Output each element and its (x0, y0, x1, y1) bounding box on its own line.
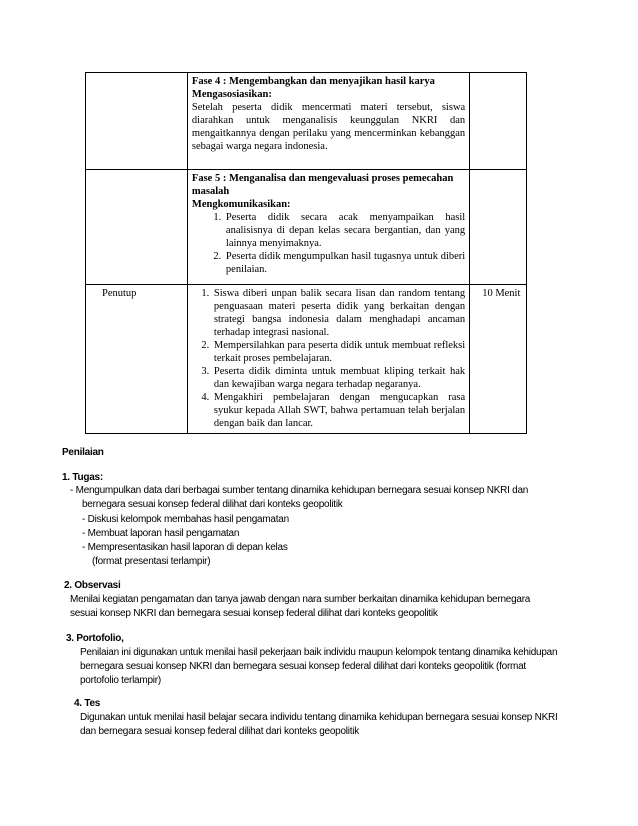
closing-label: Penutup (86, 285, 188, 434)
lesson-table (85, 72, 527, 434)
tes-line: dan bernegara sesuai konsep federal dilihat dari konteks geopolitik (80, 726, 359, 737)
list-item: 1. Siswa diberi unpan balik secara lisan dan random tentang penguasaan materi peserta didik yang berkaitan dengan strategi bangsa indonesia dalam menghadapi ancaman terhadap integrasi nasional. (212, 287, 465, 339)
table-cell-empty (470, 73, 527, 170)
table-row (86, 73, 527, 170)
tugas-line: bernegara sesuai konsep federal dilihat dari konteks geopolitik (82, 499, 343, 510)
closing-duration: 10 Menit (470, 285, 527, 434)
closing-cell (187, 285, 469, 434)
phase-5-cell (187, 170, 469, 285)
phase-4-body: Setelah peserta didik mencermati materi tersebut, siswa diarahkan untuk menganalisis keunggulan NKRI dan mengaitkannya dengan perilaku yang mencerminkan kebanggan sebagai warga negara indonesia. (191, 102, 466, 152)
tugas-line: - Diskusi kelompok membahas hasil pengamatan (82, 514, 289, 525)
table-cell-empty (86, 170, 188, 285)
phase-5-title: Fase 5 : Menganalisa dan mengevaluasi proses pemecahan masalah (191, 173, 454, 197)
tugas-line: (format presentasi terlampir) (92, 556, 211, 567)
phase-5-subtitle: Mengkomunikasikan: (191, 199, 291, 210)
phase-5-list (192, 211, 465, 276)
list-item: 2. Mempersilahkan para peserta didik untuk membuat refleksi terkait proses pembelajaran. (212, 339, 465, 365)
list-item: 3. Peserta didik diminta untuk membuat kliping terkait hak dan kewajiban warga negara terhadap negaranya. (212, 365, 465, 391)
observasi-line: sesuai konsep NKRI dan bernegara sesuai konsep federal dilihat dari konteks geopolitik (70, 608, 438, 619)
tugas-title: 1. Tugas: (62, 472, 103, 483)
table-row (86, 170, 527, 285)
table-cell-empty (86, 73, 188, 170)
portofolio-title: 3. Portofolio, (66, 633, 124, 644)
observasi-title: 2. Observasi (64, 580, 121, 591)
observasi-line: Menilai kegiatan pengamatan dan tanya jawab dengan nara sumber berkaitan dinamika kehidupan bernegara (70, 594, 531, 605)
phase-4-cell (187, 73, 469, 170)
portofolio-line: portofolio terlampir) (80, 675, 161, 686)
tugas-line: - Membuat laporan hasil pengamatan (82, 528, 240, 539)
tugas-line: - Mengumpulkan data dari berbagai sumber tentang dinamika kehidupan bernegara sesuai konsep NKRI dan (70, 485, 529, 496)
list-item: 2. Peserta didik mengumpulkan hasil tugasnya untuk diberi penilaian. (224, 250, 465, 276)
tes-title: 4. Tes (74, 698, 101, 709)
table-row (86, 285, 527, 434)
phase-4-title: Fase 4 : Mengembangkan dan menyajikan hasil karya (191, 76, 435, 87)
list-item: 4. Mengakhiri pembelajaran dengan mengucapkan rasa syukur kepada Allah SWT, bahwa pertamuan telah berjalan dengan baik dan lancar. (212, 391, 465, 430)
table-cell-empty (470, 170, 527, 285)
assessment-heading: Penilaian (62, 447, 104, 458)
tes-line: Digunakan untuk menilai hasil belajar secara individu tentang dinamika kehidupan bernegara sesuai konsep NKRI (80, 712, 558, 723)
portofolio-line: Penilaian ini digunakan untuk menilai hasil pekerjaan baik individu maupun kelompok tentang dinamika kehidupan (80, 647, 558, 658)
list-item: 1. Peserta didik secara acak menyampaikan hasil analisisnya di depan kelas secara bergantian, dan yang lainnya menyimaknya. (224, 211, 465, 250)
portofolio-line: bernegara sesuai konsep NKRI dan bernegara sesuai konsep federal dilihat dari konteks geopolitik (format (80, 661, 526, 672)
closing-list (192, 287, 465, 430)
tugas-line: - Mempresentasikan hasil laporan di depan kelas (82, 542, 288, 553)
phase-4-subtitle: Mengasosiasikan: (191, 89, 272, 100)
